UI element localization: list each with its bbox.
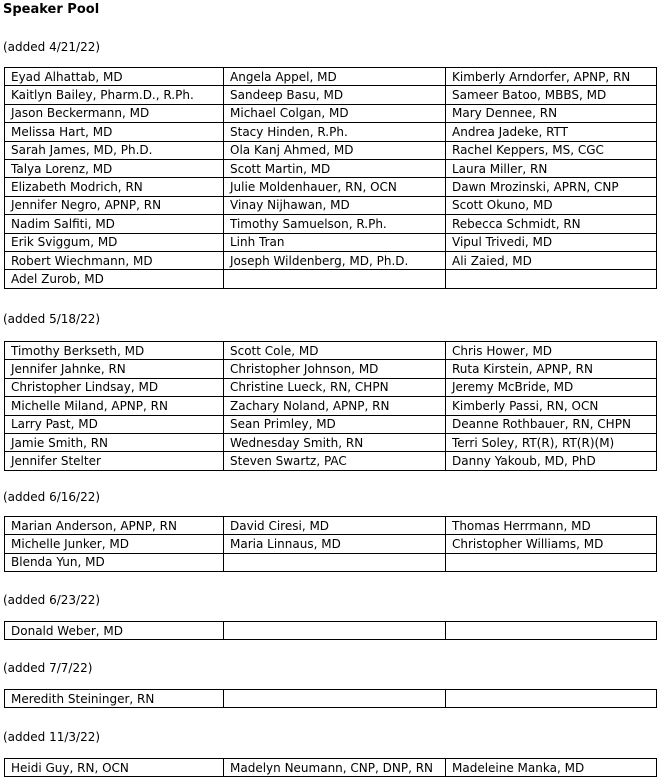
speaker-cell [446,622,657,640]
speaker-cell: Sarah James, MD, Ph.D. [5,141,224,159]
speaker-cell: Rebecca Schmidt, RN [446,215,657,233]
speaker-cell: Rachel Keppers, MS, CGC [446,141,657,159]
speaker-cell: Angela Appel, MD [224,68,446,86]
speaker-table [4,67,657,289]
speaker-cell: Christopher Johnson, MD [224,360,446,378]
speaker-cell: Ruta Kirstein, APNP, RN [446,360,657,378]
table-row [5,86,657,104]
table-row [5,68,657,86]
speaker-cell: Thomas Herrmann, MD [446,517,657,535]
speaker-cell [224,553,446,571]
speaker-cell: Joseph Wildenberg, MD, Ph.D. [224,251,446,269]
page-title: Speaker Pool [3,2,100,17]
speaker-cell: Chris Hower, MD [446,342,657,360]
speaker-cell: Kimberly Passi, RN, OCN [446,397,657,415]
table-row [5,270,657,288]
section-label: (added 6/23/22) [3,593,101,607]
speaker-table [4,621,657,640]
table-row [5,360,657,378]
speaker-cell: Timothy Samuelson, R.Ph. [224,215,446,233]
speaker-cell: Scott Okuno, MD [446,196,657,214]
speaker-cell: David Ciresi, MD [224,517,446,535]
speaker-table [4,516,657,572]
speaker-cell: Jennifer Jahnke, RN [5,360,224,378]
speaker-cell: Terri Soley, RT(R), RT(R)(M) [446,433,657,451]
speaker-cell: Michelle Miland, APNP, RN [5,397,224,415]
speaker-cell: Melissa Hart, MD [5,123,224,141]
speaker-cell: Christine Lueck, RN, CHPN [224,378,446,396]
speaker-cell: Kimberly Arndorfer, APNP, RN [446,68,657,86]
table-row [5,104,657,122]
section-label: (added 11/3/22) [3,730,101,744]
section-label: (added 7/7/22) [3,661,93,675]
table-row [5,141,657,159]
speaker-cell: Kaitlyn Bailey, Pharm.D., R.Ph. [5,86,224,104]
speaker-cell: Elizabeth Modrich, RN [5,178,224,196]
speaker-cell: Zachary Noland, APNP, RN [224,397,446,415]
speaker-cell: Larry Past, MD [5,415,224,433]
speaker-cell [224,690,446,708]
speaker-cell: Vinay Nijhawan, MD [224,196,446,214]
speaker-cell: Stacy Hinden, R.Ph. [224,123,446,141]
table-row [5,196,657,214]
speaker-cell: Eyad Alhattab, MD [5,68,224,86]
speaker-cell: Michelle Junker, MD [5,535,224,553]
section-label: (added 5/18/22) [3,312,101,326]
speaker-cell: Michael Colgan, MD [224,104,446,122]
speaker-cell: Jeremy McBride, MD [446,378,657,396]
speaker-cell: Blenda Yun, MD [5,553,224,571]
speaker-cell: Talya Lorenz, MD [5,159,224,177]
speaker-cell: Timothy Berkseth, MD [5,342,224,360]
table-row [5,251,657,269]
table-row [5,759,657,777]
speaker-cell: Maria Linnaus, MD [224,535,446,553]
table-row [5,159,657,177]
speaker-cell: Jennifer Negro, APNP, RN [5,196,224,214]
speaker-cell [446,553,657,571]
speaker-cell: Danny Yakoub, MD, PhD [446,452,657,470]
speaker-cell: Laura Miller, RN [446,159,657,177]
speaker-cell: Robert Wiechmann, MD [5,251,224,269]
table-row [5,123,657,141]
speaker-cell: Jennifer Stelter [5,452,224,470]
speaker-cell: Ola Kanj Ahmed, MD [224,141,446,159]
speaker-cell: Jamie Smith, RN [5,433,224,451]
table-row [5,397,657,415]
speaker-table [4,341,657,471]
table-row [5,233,657,251]
table-row [5,690,657,708]
speaker-cell: Meredith Steininger, RN [5,690,224,708]
section-label: (added 6/16/22) [3,490,101,504]
speaker-cell: Christopher Williams, MD [446,535,657,553]
speaker-cell: Adel Zurob, MD [5,270,224,288]
table-row [5,215,657,233]
speaker-cell: Erik Sviggum, MD [5,233,224,251]
table-row [5,178,657,196]
table-row [5,517,657,535]
table-row [5,415,657,433]
speaker-cell [446,270,657,288]
speaker-table [4,758,657,777]
speaker-cell: Sameer Batoo, MBBS, MD [446,86,657,104]
speaker-cell: Wednesday Smith, RN [224,433,446,451]
speaker-cell: Madeleine Manka, MD [446,759,657,777]
speaker-table [4,689,657,708]
speaker-cell: Linh Tran [224,233,446,251]
speaker-cell: Jason Beckermann, MD [5,104,224,122]
speaker-cell [446,690,657,708]
speaker-cell: Christopher Lindsay, MD [5,378,224,396]
speaker-cell: Heidi Guy, RN, OCN [5,759,224,777]
speaker-cell: Dawn Mrozinski, APRN, CNP [446,178,657,196]
speaker-cell: Scott Cole, MD [224,342,446,360]
speaker-cell: Sean Primley, MD [224,415,446,433]
speaker-cell [224,622,446,640]
table-row [5,433,657,451]
speaker-cell [224,270,446,288]
speaker-cell: Deanne Rothbauer, RN, CHPN [446,415,657,433]
table-row [5,342,657,360]
speaker-cell: Donald Weber, MD [5,622,224,640]
speaker-cell: Mary Dennee, RN [446,104,657,122]
speaker-cell: Steven Swartz, PAC [224,452,446,470]
speaker-cell: Sandeep Basu, MD [224,86,446,104]
speaker-cell: Nadim Salfiti, MD [5,215,224,233]
table-row [5,535,657,553]
section-label: (added 4/21/22) [3,40,101,54]
speaker-cell: Marian Anderson, APNP, RN [5,517,224,535]
speaker-cell: Vipul Trivedi, MD [446,233,657,251]
table-row [5,452,657,470]
table-row [5,378,657,396]
speaker-cell: Ali Zaied, MD [446,251,657,269]
speaker-cell: Andrea Jadeke, RTT [446,123,657,141]
speaker-cell: Scott Martin, MD [224,159,446,177]
speaker-cell: Madelyn Neumann, CNP, DNP, RN [224,759,446,777]
table-row [5,622,657,640]
table-row [5,553,657,571]
speaker-cell: Julie Moldenhauer, RN, OCN [224,178,446,196]
